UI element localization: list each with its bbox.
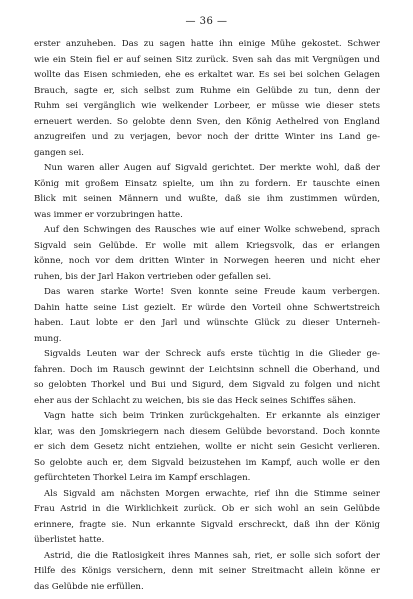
text-line: ruhen, bis der Jarl Hakon vertrieben oder gefallen sei. <box>34 271 272 282</box>
text-line: Ruhm sei vergänglich wie welkender Lorbeer, er müsse wie dieser stets <box>34 101 380 111</box>
text-line: was immer er vorzubringen hatte. <box>34 209 183 220</box>
text-line: Blick mit seinen Männern und wußte, daß sie ihm zustimmen würden, <box>34 194 380 204</box>
text-line: fahren. Doch im Rausch gewinnt der Leichtsinn schnell die Oberhand, und <box>34 364 380 375</box>
text-line: haben. Laut lobte er den Jarl und wünschte Glück zu dieser Unterneh- <box>34 318 380 328</box>
paragraph <box>34 37 380 161</box>
text-line: Auf den Schwingen des Rausches wie auf einer Wolke schwebend, sprach <box>44 225 380 235</box>
text-line: erster anzuheben. Das zu sagen hatte ihn einige Mühe gekostet. Schwer <box>34 39 380 49</box>
text-line: das Gelübde nie erfüllen. <box>34 581 144 592</box>
paragraph <box>34 487 380 549</box>
text-line: klar, was den Jomskriegern nach diesem Gelübde bevorstand. Doch konnte <box>34 426 380 437</box>
paragraph <box>34 161 380 223</box>
text-line: gangen sei. <box>34 147 84 158</box>
text-line: könne, noch vor dem dritten Winter in Norwegen heeren und nicht eher <box>34 256 380 266</box>
text-line: gefürchteten Thorkel Leira im Kampf erschlagen. <box>34 473 251 483</box>
text-line: erinnere, fragte sie. Nun erkannte Sigvald erschreckt, daß ihn der König <box>34 519 380 530</box>
text-line: So gelobte auch er, dem Sigvald beizustehen im Kampf, auch wolle er den <box>34 457 380 468</box>
paragraph <box>34 347 380 409</box>
text-line: Frau Astrid in die Wirklichkeit zurück. Ob er sich wohl an sein Gelübde <box>34 504 380 514</box>
paragraph <box>34 409 380 487</box>
text-line: anzugreifen und zu verjagen, bevor noch der dritte Winter ins Land ge- <box>34 132 380 142</box>
text-line: erneuert werden. So gelobte denn Sven, den König Aethelred von England <box>34 116 380 127</box>
text-line: Astrid, die die Ratlosigkeit ihres Mannes sah, riet, er solle sich sofort der <box>44 550 380 561</box>
text-line: so gelobten Thorkel und Bui und Sigurd, dem Sigvald zu folgen und nicht <box>34 380 380 390</box>
text-line: Als Sigvald am nächsten Morgen erwachte, rief ihn die Stimme seiner <box>44 488 380 499</box>
text-line: überlistet hatte. <box>34 535 105 545</box>
body-text <box>34 37 380 595</box>
text-line: Sigvalds Leuten war der Schreck aufs erste tüchtig in die Glieder ge- <box>44 349 380 359</box>
text-line: Sigvald sein Gelübde. Er wolle mit allem Kriegsvolk, das er erlangen <box>34 240 380 251</box>
text-line: wollte das Eisen schmieden, ehe es erkaltet war. Es sei bei solchen Gelagen <box>34 70 380 80</box>
page-number: — 36 — <box>185 16 228 27</box>
text-line: Nun waren aller Augen auf Sigvald gerichtet. Der merkte wohl, daß der <box>44 163 380 173</box>
text-line: Dahin hatte seine List gezielt. Er würde den Vorteil ohne Schwertstreich <box>34 302 380 313</box>
text-line: Das waren starke Worte! Sven konnte seine Freude kaum verbergen. <box>44 287 380 297</box>
paragraph <box>34 223 380 285</box>
text-line: König mit großem Einsatz spielte, um ihn zu fordern. Er tauschte einen <box>34 178 380 189</box>
paragraph <box>34 285 380 347</box>
text-line: wie ein Stein fiel er auf seinen Sitz zurück. Sven sah das mit Vergnügen und <box>34 54 380 65</box>
text-line: Hilfe des Königs versichern, denn mit seiner Streitmacht allein könne er <box>34 566 380 576</box>
text-line: Vagn hatte sich beim Trinken zurückgehalten. Er erkannte als einziger <box>44 411 380 421</box>
text-line: mung. <box>34 333 62 344</box>
text-line: eher aus der Schlacht zu weichen, bis sie das Heck seines Schiffes sähen. <box>34 395 357 406</box>
paragraph <box>34 549 380 596</box>
text-line: Brauch, sagte er, sich selbst zum Ruhme ein Gelübde zu tun, denn der <box>34 85 380 96</box>
text-line: er sich dem Gesetz nicht entziehen, wollte er nicht sein Gesicht verlieren. <box>34 442 380 452</box>
